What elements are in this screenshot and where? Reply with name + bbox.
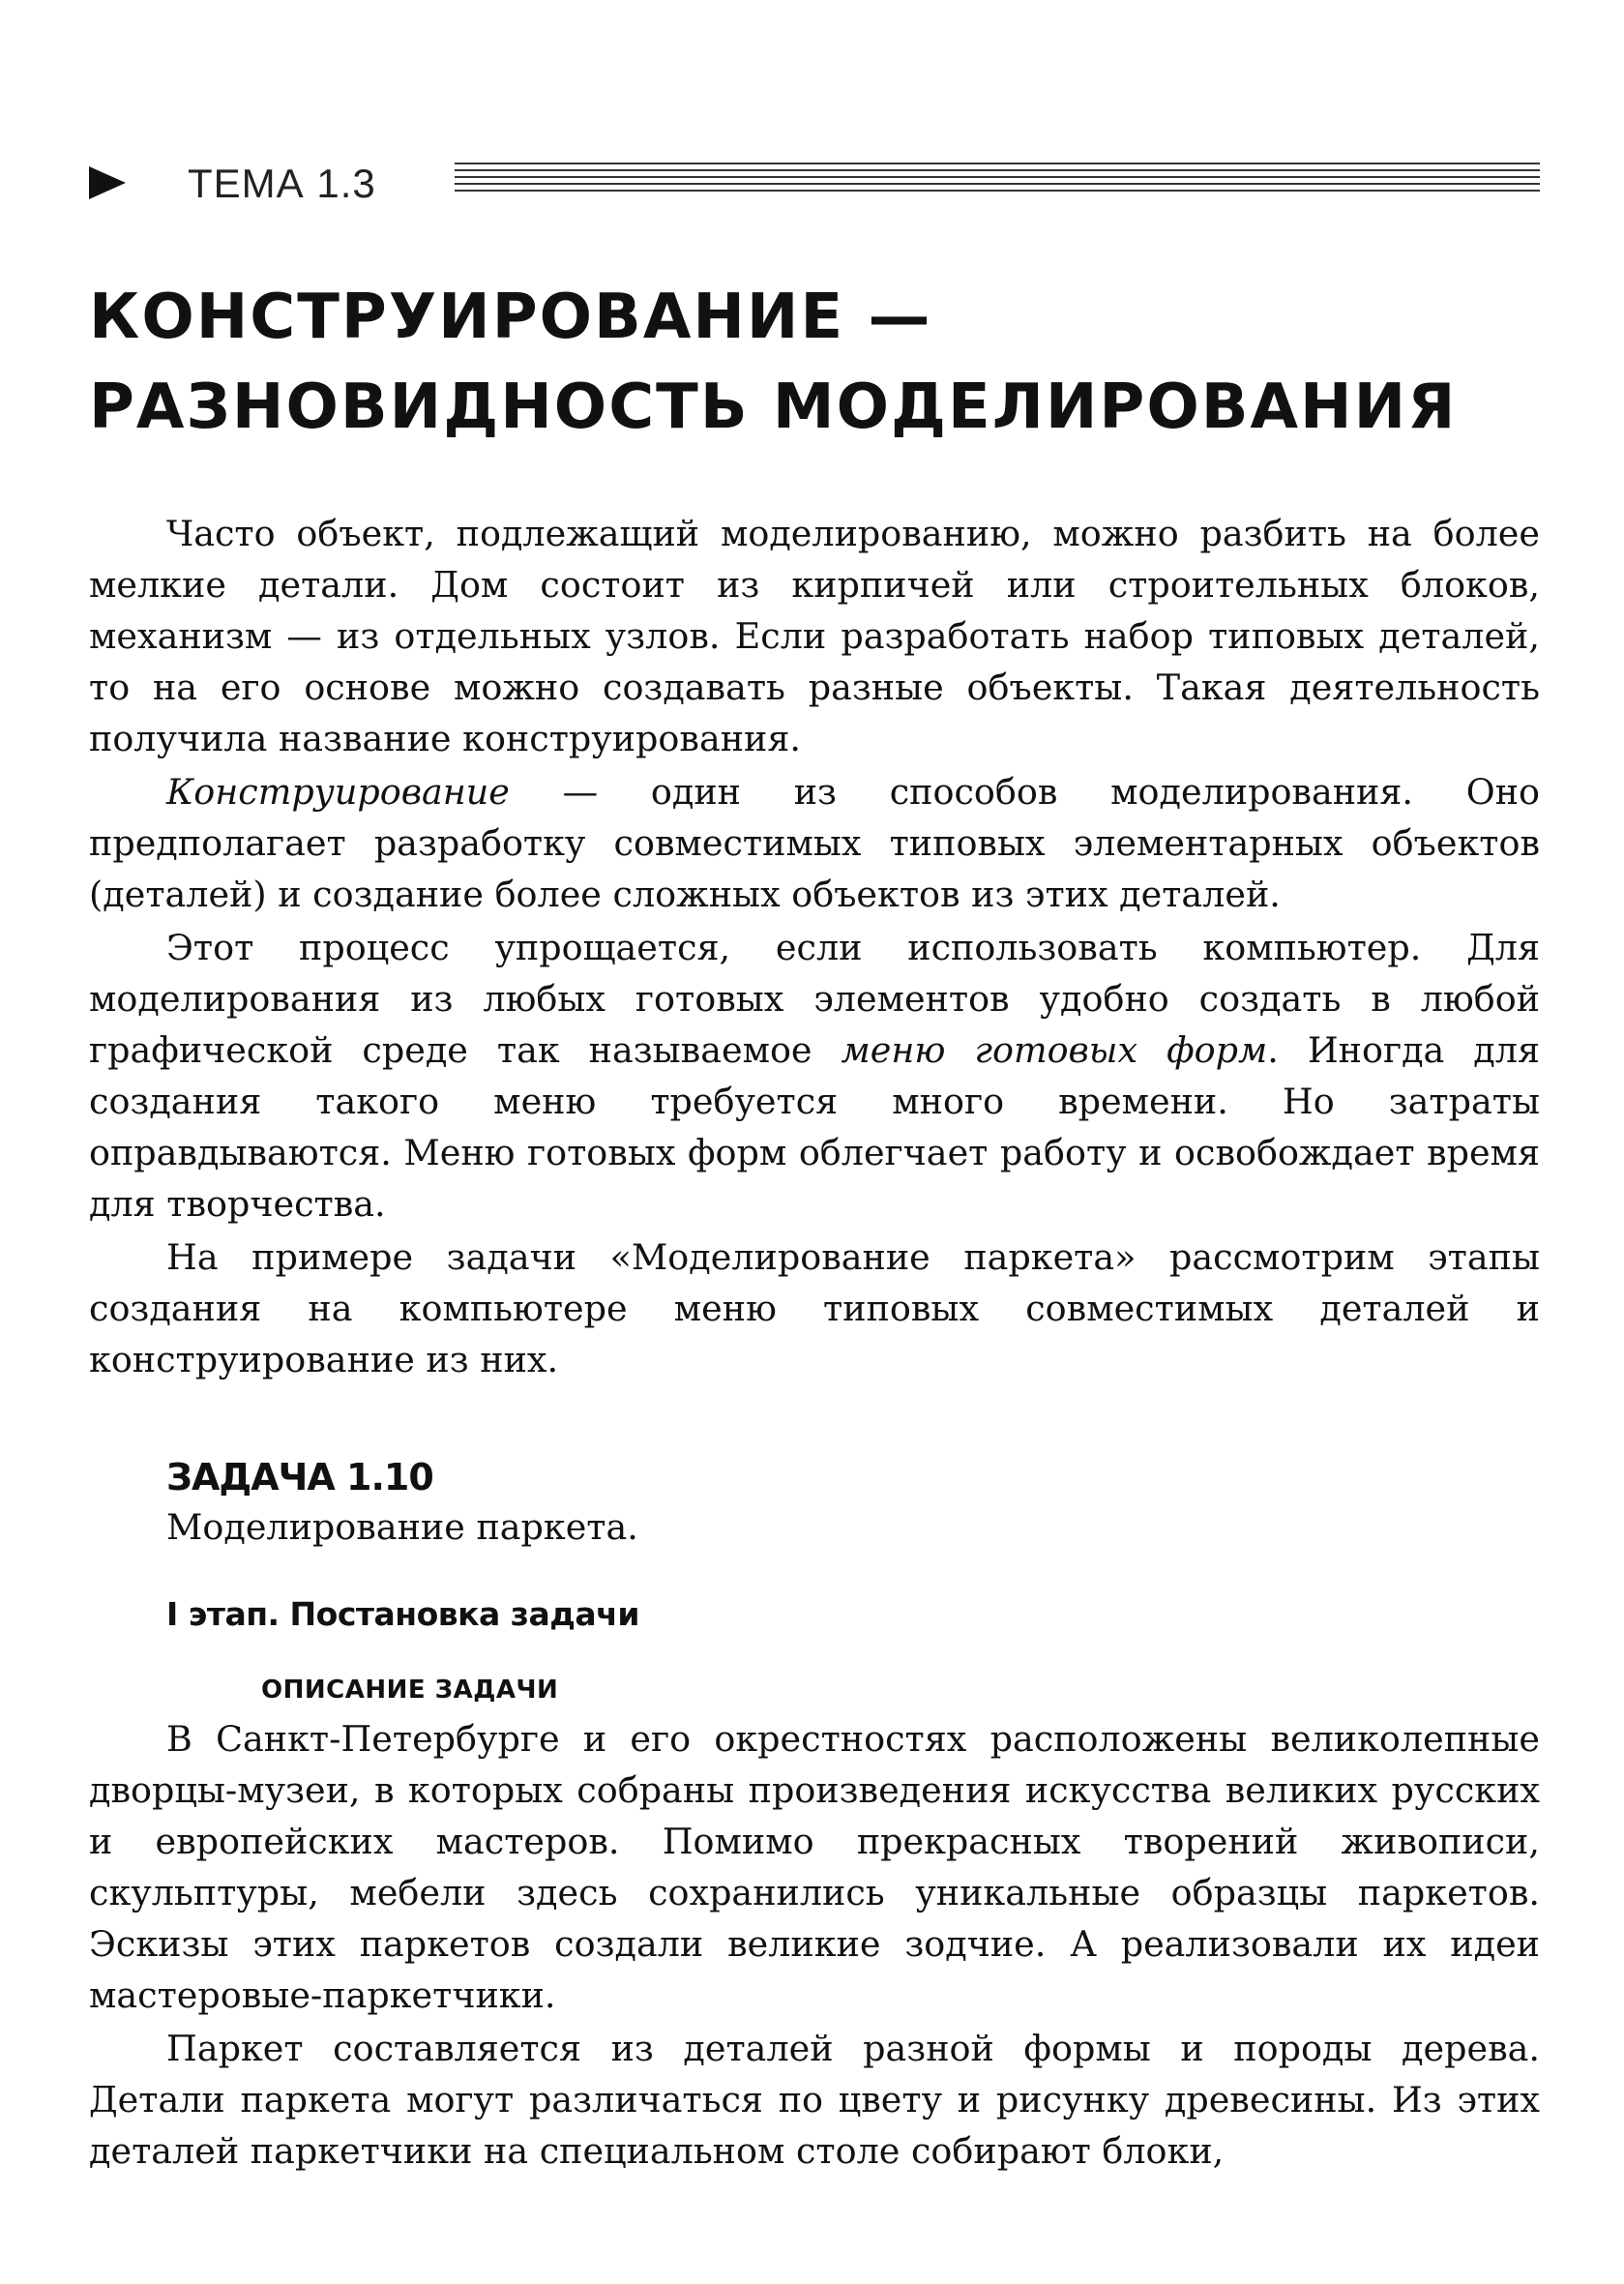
triangle-arrow-icon	[89, 166, 126, 199]
term-menu-gotovykh-form: меню готовых форм	[841, 1029, 1268, 1071]
chapter-title-line-2: РАЗНОВИДНОСТЬ МОДЕЛИРОВАНИЯ	[89, 371, 1458, 443]
description-heading: ОПИСАНИЕ ЗАДАЧИ	[261, 1676, 559, 1705]
stage-heading: I этап. Постановка задачи	[166, 1595, 639, 1633]
body-text	[89, 508, 1540, 2177]
task-subtitle: Моделирование паркета.	[166, 1506, 638, 1548]
intro-paragraph-3-text-a: Этот процесс упрощается, если использовать компьютер. Для моделирования из любых готовых элементов удобно создать в любой графической среде так называемое	[89, 927, 1540, 1071]
intro-paragraph-2	[89, 766, 1540, 920]
task-block	[89, 1453, 1540, 1553]
task-heading: ЗАДАЧА 1.10	[166, 1456, 433, 1498]
intro-paragraph-2-text: — один из способов моделирования. Оно предполагает разработку совместимых типовых элементарных объектов (деталей) и создание более сложных объектов из этих деталей.	[89, 771, 1540, 915]
description-paragraph-1: В Санкт-Петербурге и его окрестностях расположены великолепные дворцы-музеи, в которых собраны произведения искусства великих русских и европейских мастеров. Помимо прекрасных творений живописи, скульптуры, мебели здесь сохранились уникальные образцы паркетов. Эскизы этих паркетов создали великие зодчие. А реализовали их идеи мастеровые-паркетчики.	[89, 1718, 1540, 2016]
intro-paragraph-3-text-b: . Иногда для создания такого меню требуется много времени. Но затраты оправдываются. Меню готовых форм облегчает работу и освобождает время для творчества.	[89, 1029, 1540, 1225]
chapter-title-line-1: КОНСТРУИРОВАНИЕ —	[89, 282, 932, 353]
description-paragraph-2: Паркет составляется из деталей разной формы и породы дерева. Детали паркета могут различаться по цвету и рисунку древесины. Из этих деталей паркетчики на специальном столе собирают блоки,	[89, 2028, 1540, 2172]
topic-header	[89, 163, 1540, 217]
topic-label: ТЕМА 1.3	[188, 161, 376, 206]
chapter-title	[89, 273, 1540, 453]
intro-paragraph-4: На примере задачи «Моделирование паркета» рассмотрим этапы создания на компьютере меню типовых совместимых деталей и конструирование из них.	[89, 1236, 1540, 1380]
topic-rule-lines	[455, 163, 1540, 201]
intro-paragraph-3	[89, 922, 1540, 1230]
term-konstruirovanie: Конструирование	[166, 771, 510, 813]
intro-paragraph-1: Часто объект, подлежащий моделированию, можно разбить на более мелкие детали. Дом состоит из кирпичей или строительных блоков, механизм — из отдельных узлов. Если разработать набор типовых деталей, то на его основе можно создавать разные объекты. Такая деятельность получила название конструирования.	[89, 513, 1540, 759]
